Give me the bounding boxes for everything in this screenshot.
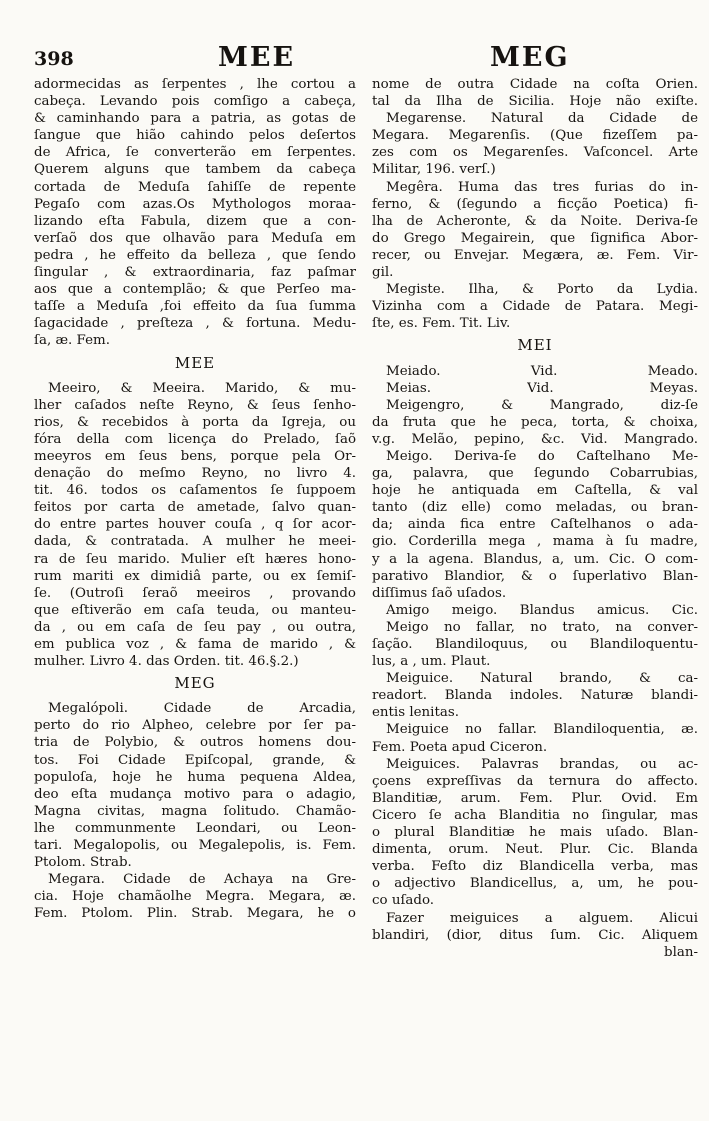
text-line: gil. — [372, 265, 394, 281]
section-heading-mee: MEE — [174, 354, 216, 372]
text-line: meeyros em ſeus bens, porque pela Or- — [34, 448, 356, 464]
section-mee-entries — [34, 380, 356, 671]
text-line: do Grego Megairein, que ſignifica Abor- — [372, 230, 698, 246]
text-line: da , ou em caſa de ſeu pay , ou outra, — [34, 619, 356, 635]
text-line: Vizinha com a Cidade de Patara. Megi- — [372, 299, 698, 315]
text-line: dada, & contratada. A mulher he meei- — [34, 534, 356, 550]
page-header — [0, 8, 709, 73]
text-line: Fem. Poeta apud Ciceron. — [372, 739, 548, 755]
text-line: Megiste. Ilha, & Porto da Lydia. — [386, 282, 698, 298]
text-line: ſagacidade , preſteza , & fortuna. Medu- — [34, 316, 356, 332]
text-line: em publica voz , & fama de marido , & — [34, 637, 356, 652]
running-head-left: MEE — [218, 42, 296, 73]
text-line: v.g. Melão, pepino, &c. Vid. Mangrado. — [372, 431, 698, 447]
text-line: Militar, 196. verſ.) — [372, 162, 496, 178]
text-line: Megarense. Natural da Cidade de — [386, 111, 698, 127]
text-line: Meias. Vid. Meyas. — [386, 380, 698, 396]
text-line: Megara. Cidade de Achaya na Gre- — [48, 872, 356, 888]
text-line: Megara. Megarenſis. (Que fizeſſem pa- — [372, 128, 698, 144]
text-line: pedra , he effeito da belleza , que ſendo — [34, 247, 356, 263]
text-line: Blanditiæ, arum. Fem. Plur. Ovid. Em — [372, 790, 698, 806]
text-line: Ptolom. Strab. — [34, 855, 132, 871]
text-line: perto do rio Alpheo, celebre por ſer pa- — [34, 718, 356, 734]
text-line: lhe communmente Leondari, ou Leon- — [34, 820, 356, 836]
section-meg-entries — [34, 700, 356, 922]
text-line: Meigo. Deriva-ſe do Caſtelhano Me- — [386, 448, 698, 464]
text-line: diſſimus ſaõ uſados. — [372, 585, 507, 601]
text-line: cortada de Meduſa ſahiſſe de repente — [34, 179, 356, 195]
text-line: çoens expreſſivas da ternura do affecto. — [372, 773, 698, 789]
text-line: o adjectivo Blandicellus, a, um, he pou- — [372, 876, 698, 892]
text-line: verſaõ dos que olhavão para Meduſa em — [34, 230, 356, 246]
text-line: tria de Polybio, & outros homens dou- — [34, 735, 356, 751]
text-line: tit. 46. todos os caſamentos ſe ſuppoem — [34, 483, 356, 499]
text-line: Fazer meiguices a alguem. Alicui — [386, 910, 698, 926]
left-column — [34, 76, 356, 1116]
running-head-right: MEG — [490, 42, 570, 73]
text-line: denação do meſmo Reyno, no livro 4. — [34, 466, 356, 482]
text-line: adormecidas as ſerpentes , lhe cortou a — [34, 77, 356, 92]
text-line: & caminhando para a patria, as gotas de — [34, 111, 356, 127]
text-line: da; ainda fica entre Caſtelhanos o ada- — [372, 517, 698, 533]
text-line: entis lenitas. — [372, 705, 459, 721]
text-line: Cicero ſe acha Blanditia no ſingular, mas — [372, 807, 698, 823]
text-line: lus, a , um. Plaut. — [372, 654, 491, 670]
text-line: verba. Feſto diz Blandicella verba, mas — [372, 859, 698, 875]
text-line: gio. Corderilla mega , mama à ſu madre, — [372, 534, 698, 550]
text-line: aos que a contemplão; & que Perſeo ma- — [34, 282, 356, 298]
text-line: Meiguice no fallar. Blandiloquentia, æ. — [386, 722, 698, 738]
text-line: ſingular , & extraordinaria, faz paſmar — [34, 265, 356, 281]
text-line: o plural Blanditiæ he mais uſado. Blan- — [372, 825, 698, 841]
text-line: rum mariti ex dimidiâ parte, ou ex ſemiſ- — [34, 568, 356, 584]
text-line: Megêra. Huma das tres furias do in- — [386, 179, 698, 195]
right-meg-entries — [372, 76, 698, 332]
text-line: recer, ou Envejar. Megæra, æ. Fem. Vir- — [372, 247, 698, 263]
text-line: mulher. Livro 4. das Orden. tit. 46.§.2.) — [34, 654, 299, 670]
text-line: Meeiro, & Meeira. Marido, & mu- — [48, 380, 356, 396]
text-line: hoje he antiquada em Caſtella, & val — [372, 483, 698, 499]
text-line: Meigengro, & Mangrado, diz-ſe — [386, 397, 698, 413]
text-line: fóra della com licença do Prelado, ſaõ — [34, 431, 356, 447]
text-line: da fruta que he peca, torta, & choixa, — [372, 414, 698, 430]
text-line: parativo Blandior, & o ſuperlativo Blan- — [372, 568, 698, 584]
text-line: tos. Foi Cidade Epiſcopal, grande, & — [34, 752, 356, 768]
text-line: ſa, æ. Fem. — [34, 333, 110, 349]
section-heading-mei: MEI — [517, 337, 553, 355]
section-mei-entries — [372, 363, 698, 961]
text-line: Meiguice. Natural brando, & ca- — [386, 671, 698, 687]
text-line: zes com os Megarenſes. Vaſconcel. Arte — [372, 145, 698, 161]
text-line: lizando eſta Fabula, dizem que a con- — [34, 213, 356, 229]
section-heading-meg: MEG — [174, 675, 216, 693]
text-line: lha de Acheronte, & da Noite. Deriva-ſe — [372, 213, 698, 229]
text-line: Querem alguns que tambem da cabeça — [34, 162, 356, 178]
text-line: blan- — [664, 944, 698, 960]
text-line: co uſado. — [372, 893, 435, 909]
text-line: y a la agena. Blandus, a, um. Cic. O com- — [372, 551, 698, 567]
text-line: ga, palavra, que ſegundo Cobarrubias, — [372, 466, 698, 482]
text-line: ſe. (Outroſi ſeraõ meeiros , provando — [34, 585, 356, 601]
text-line: taſſe a Meduſa ,foi effeito da ſua ſumma — [34, 299, 356, 315]
text-line: cia. Hoje chamãolhe Megra. Megara, æ. — [34, 889, 356, 905]
right-column — [372, 76, 698, 1116]
page-number: 398 — [34, 48, 74, 70]
text-line: Meiguices. Palavras brandas, ou ac- — [386, 756, 698, 772]
text-line: ra de ſeu marido. Mulier eſt hæres hono- — [34, 551, 356, 567]
text-line: que eſtiverão em caſa teuda, ou manteu- — [34, 602, 356, 618]
text-line: feitos por carta de ametade, ſalvo quan- — [34, 500, 356, 516]
text-line: dimenta, orum. Neut. Plur. Cic. Blanda — [372, 842, 698, 858]
text-line: do entre partes houver couſa , q ſor acor- — [34, 517, 356, 533]
text-line: tanto (diz elle) como meladas, ou bran- — [372, 500, 698, 516]
text-line: nome de outra Cidade na coſta Orien. — [372, 77, 698, 92]
text-line: tari. Megalopolis, ou Megalepolis, is. Fem. — [34, 838, 356, 854]
text-line: de Africa, ſe converterão em ſerpentes. — [34, 145, 356, 161]
text-line: ſangue que hião cahindo pelos deſertos — [34, 128, 356, 144]
left-continued-entry — [34, 76, 356, 350]
text-line: cabeça. Levando pois comſigo a cabeça, — [34, 94, 356, 110]
text-line: rios, & recebidos à porta da Igreja, ou — [34, 414, 356, 430]
text-line: Meigo no fallar, no trato, na conver- — [386, 619, 698, 635]
text-line: ſte, es. Fem. Tit. Liv. — [372, 316, 511, 332]
text-line: lher caſados neſte Reyno, & ſeus ſenho- — [34, 397, 356, 413]
text-line: Magna civitas, magna ſolitudo. Chamão- — [34, 803, 356, 819]
text-line: ferno, & (ſegundo a ficção Poetica) fi- — [372, 196, 698, 212]
text-line: Meiado. Vid. Meado. — [386, 363, 698, 379]
text-line: populoſa, hoje he huma pequena Aldea, — [34, 769, 356, 785]
text-line: deo eſta mudança motivo para o adagio, — [34, 786, 356, 802]
text-line: Fem. Ptolom. Plin. Strab. Megara, he o — [34, 906, 356, 922]
text-line: blandiri, (dior, ditus ſum. Cic. Aliquem — [372, 927, 698, 943]
text-line: ſação. Blandiloquus, ou Blandiloquentu- — [372, 637, 698, 652]
text-line: Megalópoli. Cidade de Arcadia, — [48, 701, 356, 717]
text-line: tal da Ilha de Sicilia. Hoje não exiſte. — [372, 94, 698, 110]
text-line: Amigo meigo. Blandus amicus. Cic. — [386, 602, 698, 618]
text-line: Pegaſo com azas.Os Mythologos moraa- — [34, 196, 356, 212]
text-line: readort. Blanda indoles. Naturæ blandi- — [372, 688, 698, 704]
